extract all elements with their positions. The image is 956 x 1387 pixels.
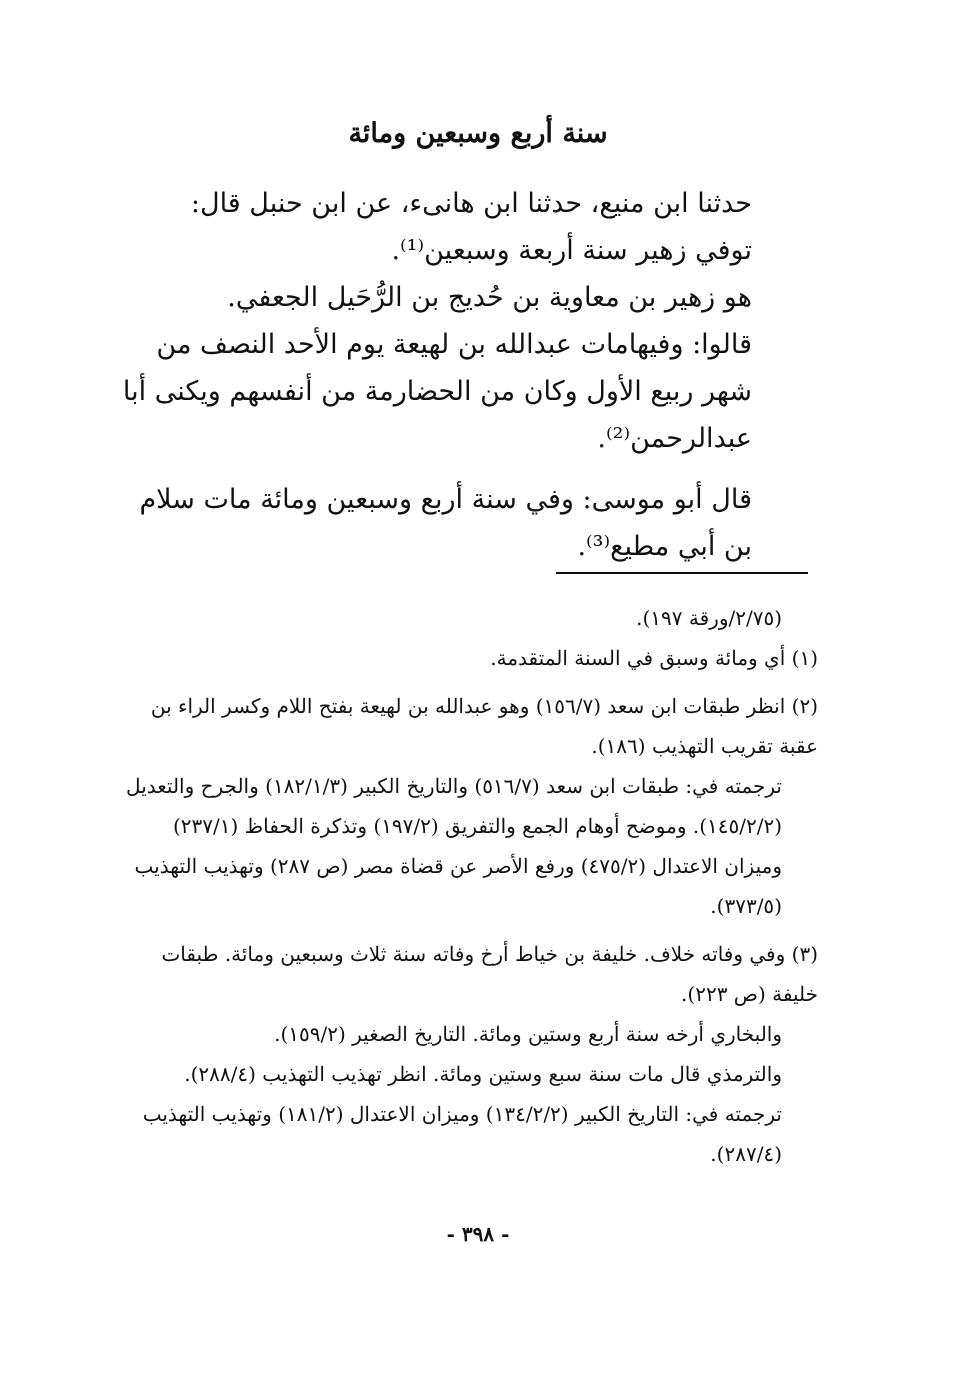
footnote-3-bukhari: والبخاري أرخه سنة أربع وستين ومائة. التاريخ الصغير (١٥٩/٢). bbox=[274, 1022, 782, 1046]
footnote-3-tirmidhi: والترمذي قال مات سنة سبع وستين ومائة. انظر تهذيب التهذيب (٢٨٨/٤). bbox=[184, 1062, 782, 1086]
body-paragraph-abu-musa: قال أبو موسى: وفي سنة أربع وسبعين ومائة مات سلام بن أبي مطيع⁽³⁾. bbox=[139, 484, 752, 562]
footnote-2-biography: ترجمته في: طبقات ابن سعد (٥١٦/٧) والتاريخ الكبير (١٨٢/١/٣) والجرح والتعديل (١٤٥/٢/٢). وموضح أوهام الجمع والتفريق (١٩٧/٢) وتذكرة الحفاظ (٢٣٧/١) وميزان الاعتدال (٤٧٥/٢) ورفع الأصر عن قضاة مصر (ص ٢٨٧) وتهذيب التهذيب (٣٧٣/٥). bbox=[126, 774, 782, 918]
body-line-zuhair-death: توفي زهير سنة أربعة وسبعين⁽¹⁾. bbox=[391, 235, 752, 266]
footnote-1: (١) أي ومائة وسبق في السنة المتقدمة. bbox=[490, 646, 818, 670]
footnotes bbox=[120, 598, 818, 1174]
main-text bbox=[120, 180, 810, 570]
page-number: - ٣٩٨ - bbox=[446, 1222, 510, 1246]
footnote-2: (٢) انظر طبقات ابن سعد (١٥٦/٧) وهو عبدالله بن لهيعة بفتح اللام وكسر الراء بن عقبة تقريب التهذيب (١٨٦). bbox=[150, 694, 818, 758]
section-heading: سنة أربع وسبعين ومائة bbox=[348, 118, 608, 149]
body-paragraph-ibn-lahia: قالوا: وفيهامات عبدالله بن لهيعة يوم الأحد النصف من شهر ربيع الأول وكان من الحضارمة من أنفسهم ويكنى أبا عبدالرحمن⁽²⁾. bbox=[122, 329, 752, 454]
body-line-isnad: حدثنا ابن منيع، حدثنا ابن هانىء، عن ابن حنبل قال: bbox=[190, 188, 752, 219]
footnote-separator bbox=[556, 572, 808, 574]
footnote-3-biography: ترجمته في: التاريخ الكبير (١٣٤/٢/٢) وميزان الاعتدال (١٨١/٢) وتهذيب التهذيب (٢٨٧/٤). bbox=[142, 1102, 782, 1166]
footnote-3: (٣) وفي وفاته خلاف. خليفة بن خياط أرخ وفاته سنة ثلاث وسبعين ومائة. طبقات خليفة (ص ٢٢٣). bbox=[161, 942, 818, 1006]
body-line-zuhair-lineage: هو زهير بن معاوية بن حُديج بن الرُّحَيل الجعفي. bbox=[227, 282, 752, 313]
footnote-reference: (٢/٧٥/ورقة ١٩٧). bbox=[636, 606, 782, 630]
